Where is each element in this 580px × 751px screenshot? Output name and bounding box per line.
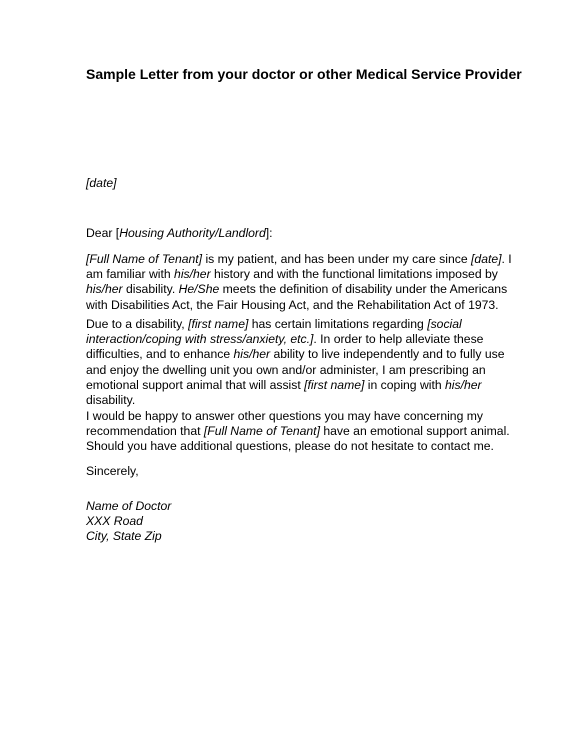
text-segment: Due to a disability, — [86, 317, 189, 331]
paragraph-line: disability. — [86, 392, 136, 407]
paragraph-line: I would be happy to answer other questions you may have concerning my — [86, 409, 483, 423]
paragraph-line — [86, 347, 505, 362]
paragraph-line — [86, 332, 505, 347]
paragraph-line — [86, 317, 505, 332]
document-title: Sample Letter from your doctor or other Medical Service Provider — [86, 66, 522, 82]
placeholder-first-name: [first name] — [188, 317, 249, 331]
text-segment: recommendation that — [86, 424, 204, 439]
text-segment: emotional support animal that will assist — [86, 377, 305, 392]
paragraph-line: Should you have additional questions, please do not hesitate to contact me. — [86, 439, 494, 454]
paragraph-patient-status — [86, 252, 512, 313]
signature-block — [86, 499, 171, 545]
salutation-prefix: Dear [ — [86, 226, 120, 240]
text-segment: meets the definition of disability under the Americans — [219, 282, 508, 297]
paragraph-disability-need — [86, 317, 505, 408]
salutation-suffix: ]: — [265, 226, 273, 240]
placeholder-pronoun: his/her — [233, 347, 271, 362]
letter-date: [date] — [86, 176, 117, 190]
paragraph-line — [86, 424, 510, 439]
text-segment: am familiar with — [86, 267, 175, 282]
text-segment: disability. — [122, 282, 179, 297]
text-segment: history and with the functional limitations imposed by — [210, 267, 498, 282]
signature-doctor-name: Name of Doctor — [86, 499, 172, 513]
placeholder-pronoun: his/her — [86, 282, 123, 297]
salutation-recipient: Housing Authority/Landlord — [119, 226, 266, 240]
text-segment: in coping with — [364, 377, 446, 392]
text-segment: is my patient, and has been under my care since — [202, 252, 472, 266]
signature-road: XXX Road — [86, 514, 143, 529]
placeholder-first-name: [first name] — [304, 377, 365, 392]
placeholder-date: [date] — [471, 252, 502, 266]
paragraph-line: and enjoy the dwelling unit you own and/or administer, I am prescribing an — [86, 362, 486, 377]
text-segment: ability to live independently and to fully use — [270, 347, 505, 362]
placeholder-tenant-name: [Full Name of Tenant] — [86, 252, 203, 266]
placeholder-limitations: [social — [427, 317, 462, 331]
placeholder-pronoun: his/her — [174, 267, 211, 282]
text-segment: have an emotional support animal. — [319, 424, 510, 439]
placeholder-pronoun: He/She — [178, 282, 220, 297]
paragraph-line: with Disabilities Act, the Fair Housing Act, and the Rehabilitation Act of 1973. — [86, 297, 499, 312]
placeholder-limitations: interaction/coping with stress/anxiety, etc.] — [86, 332, 314, 347]
paragraph-line — [86, 252, 512, 267]
paragraph-line — [86, 267, 512, 282]
text-segment: difficulties, and to enhance — [86, 347, 234, 362]
placeholder-tenant-name: [Full Name of Tenant] — [203, 424, 320, 439]
text-segment: has certain limitations regarding — [248, 317, 428, 331]
text-segment: . In order to help alleviate these — [313, 332, 484, 347]
salutation — [86, 226, 273, 241]
paragraph-contact-offer — [86, 409, 510, 455]
placeholder-pronoun: his/her — [445, 377, 482, 392]
signature-city: City, State Zip — [86, 529, 162, 544]
paragraph-line — [86, 282, 512, 297]
paragraph-line — [86, 378, 505, 393]
closing: Sincerely, — [86, 464, 139, 478]
text-segment: . I — [501, 252, 512, 266]
